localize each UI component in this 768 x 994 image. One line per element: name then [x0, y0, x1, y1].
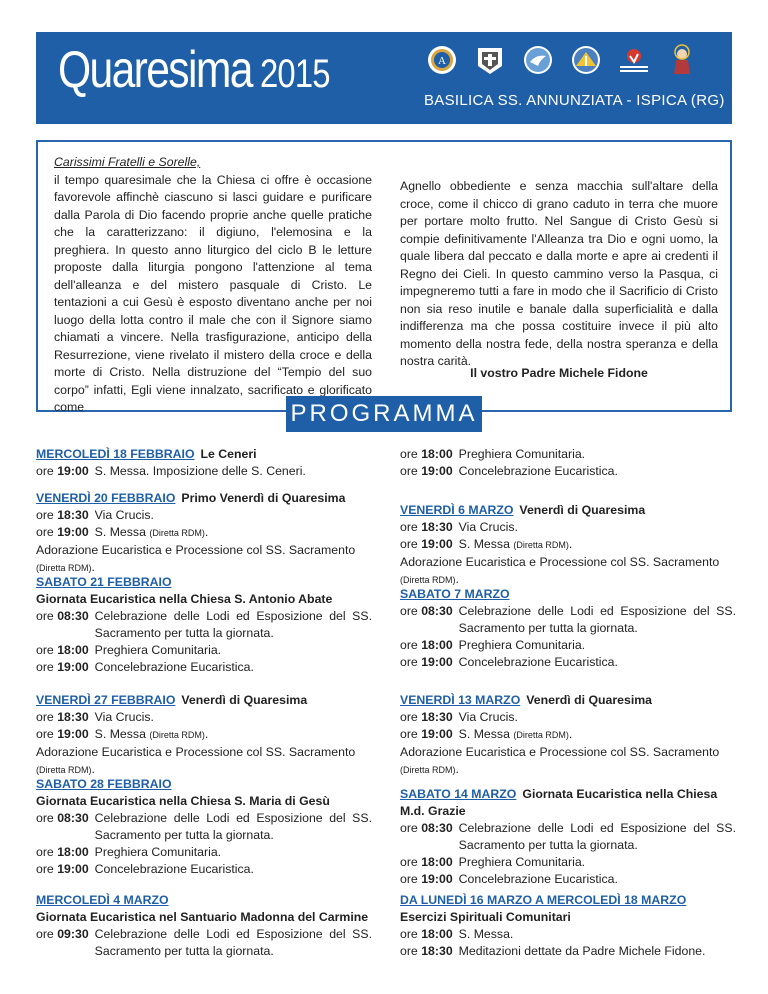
annunziata-logo-icon: [426, 44, 458, 76]
time-value: 18:30: [421, 710, 453, 724]
ore-label: ore: [36, 927, 54, 941]
letter-left-column: [54, 154, 372, 417]
title-text: Quaresima: [58, 41, 252, 99]
ore-label: ore: [400, 655, 418, 669]
time-value: 08:30: [57, 811, 89, 825]
event-time: [400, 637, 453, 654]
time-value: 09:30: [57, 927, 89, 941]
event-header: [36, 574, 372, 591]
description-text: S. Messa: [94, 525, 146, 539]
time-value: 08:30: [421, 604, 453, 618]
ore-label: ore: [400, 727, 418, 741]
event-description: [95, 608, 372, 642]
event-extra: Adorazione Eucaristica e Processione col SS. Sacramento (Diretta RDM).: [36, 745, 356, 776]
broadcast-note: (Diretta RDM): [513, 730, 569, 740]
ore-label: ore: [400, 537, 418, 551]
description-text: Celebrazione delle Lodi ed Esposizione del SS. Sacramento per tutta la giornata.: [94, 811, 372, 842]
event-line: [36, 861, 372, 878]
event-time: [36, 810, 89, 844]
event-description: [459, 519, 736, 536]
time-value: 18:00: [57, 845, 89, 859]
broadcast-note: (Diretta RDM): [513, 540, 569, 550]
event-date: VENERDÌ 27 FEBBRAIO: [36, 693, 176, 707]
event-line: [400, 709, 736, 726]
program-event: [36, 692, 372, 779]
description-text: Celebrazione delle Lodi ed Esposizione del SS. Sacramento per tutta la giornata.: [458, 604, 736, 635]
event-line: [400, 820, 736, 854]
event-date: SABATO 28 FEBBRAIO: [36, 777, 172, 791]
event-description: [95, 709, 372, 726]
event-time: [400, 943, 453, 960]
program-event: [36, 490, 372, 577]
time-value: 19:00: [57, 660, 89, 674]
description-text: S. Messa. Imposizione delle S. Ceneri.: [94, 464, 306, 478]
event-line: [36, 507, 372, 524]
event-line: [36, 709, 372, 726]
event-extra: Adorazione Eucaristica e Processione col SS. Sacramento (Diretta RDM).: [400, 745, 720, 776]
description-text: Via Crucis.: [458, 520, 518, 534]
letter-greeting: Carissimi Fratelli e Sorelle,: [54, 155, 201, 169]
event-description: [459, 871, 736, 888]
ore-label: ore: [400, 944, 418, 958]
event-title: Venerdì di Quaresima: [181, 693, 308, 707]
broadcast-note: (Diretta RDM): [400, 575, 456, 585]
event-description: [459, 709, 736, 726]
event-time: [36, 709, 89, 726]
description-text: Preghiera Comunitaria.: [458, 638, 586, 652]
saint-logo-icon: [666, 44, 698, 76]
event-header: [36, 490, 372, 507]
event-description: S. Messa (Diretta RDM).: [94, 727, 209, 741]
event-header: [400, 892, 736, 909]
broadcast-note: (Diretta RDM): [36, 563, 92, 573]
event-time: [36, 844, 89, 861]
event-time: [400, 820, 453, 854]
description-text: Celebrazione delle Lodi ed Esposizione del SS. Sacramento per tutta la giornata.: [94, 609, 372, 640]
time-value: 19:00: [421, 464, 453, 478]
event-date: DA LUNEDÌ 16 MARZO A MERCOLEDÌ 18 MARZO: [400, 893, 687, 907]
event-extra: Adorazione Eucaristica e Processione col SS. Sacramento (Diretta RDM).: [400, 555, 720, 586]
time-value: 18:00: [421, 927, 453, 941]
ore-label: ore: [400, 604, 418, 618]
letter-signature: Il vostro Padre Michele Fidone: [470, 366, 648, 380]
event-header: [400, 586, 736, 603]
program-event: [400, 586, 736, 671]
event-time: [36, 926, 89, 960]
description-text: Concelebrazione Eucaristica.: [94, 660, 254, 674]
event-description: [95, 926, 372, 960]
event-time: [400, 536, 453, 554]
header-banner: [36, 32, 732, 124]
event-time: [400, 926, 453, 943]
program-heading: PROGRAMMA: [286, 396, 482, 432]
event-time: [36, 524, 89, 542]
event-header: [400, 692, 736, 709]
broadcast-note: (Diretta RDM): [400, 765, 456, 775]
event-line: [400, 871, 736, 888]
event-header: [36, 776, 372, 793]
event-subtitle: Giornata Eucaristica nella Chiesa S. Maria di Gesù: [36, 794, 330, 808]
event-line: [36, 726, 372, 744]
logo-letter: A: [438, 55, 446, 67]
event-time: [400, 463, 453, 480]
ore-label: ore: [36, 727, 54, 741]
event-line: [400, 654, 736, 671]
time-value: 19:00: [421, 655, 453, 669]
event-header: [400, 786, 736, 820]
pastor-letter-box: [36, 140, 732, 412]
event-line: [400, 463, 736, 480]
event-header: [400, 502, 736, 519]
event-line: [400, 943, 736, 960]
figure-logo-icon: [618, 44, 650, 76]
confraternity-logo-icon: [474, 44, 506, 76]
event-subtitle: Giornata Eucaristica nella Chiesa S. Antonio Abate: [36, 592, 333, 606]
event-description: [95, 507, 372, 524]
description-text: Celebrazione delle Lodi ed Esposizione del SS. Sacramento per tutta la giornata.: [458, 821, 736, 852]
ore-label: ore: [400, 927, 418, 941]
event-line: [400, 926, 736, 943]
event-line: [400, 637, 736, 654]
event-description: [459, 446, 736, 463]
page-title: [58, 40, 330, 100]
description-text: S. Messa.: [458, 927, 514, 941]
description-text: Concelebrazione Eucaristica.: [458, 872, 618, 886]
time-value: 08:30: [57, 609, 89, 623]
description-text: Preghiera Comunitaria.: [94, 643, 222, 657]
description-text: S. Messa: [458, 727, 510, 741]
time-value: 18:30: [57, 508, 89, 522]
event-header: [36, 446, 372, 463]
dove-logo-icon: [522, 44, 554, 76]
program-event: [36, 892, 372, 960]
header-subtitle: BASILICA SS. ANNUNZIATA - ISPICA (RG): [424, 92, 725, 109]
description-text: Concelebrazione Eucaristica.: [94, 862, 254, 876]
time-value: 18:00: [57, 643, 89, 657]
extra-text: Adorazione Eucaristica e Processione col SS. Sacramento: [36, 745, 356, 759]
event-line: [400, 446, 736, 463]
time-value: 08:30: [421, 821, 453, 835]
broadcast-note: (Diretta RDM): [36, 765, 92, 775]
letter-left-text: il tempo quaresimale che la Chiesa ci offre è occasione favorevole affinchè ciascuno si lasci guidare e purificare dalla Parola di Dio facendo proprie anche quelle pratiche che la caratterizzano: il digiuno, l'elemosina e la preghiera. In questo anno liturgico del ciclo B le letture proposte dalla liturgia pongono l'attenzione al tema dell'alleanza e del mistero pasquale di Cristo. Le tentazioni a cui Gesù è esposto diventano anche per noi luogo della lotta contro il male che con il Signore siamo chiamati a vincere. Nella trasfigurazione, anticipo della Resurrezione, viene rivelato il mistero della croce e della morte di Cristo. Nella distruzione del “Tempio del suo corpo” infatti, Egli viene innalzato, sacrificato e glorificato come: [54, 172, 372, 414]
event-date: VENERDÌ 6 MARZO: [400, 503, 514, 517]
event-date: SABATO 7 MARZO: [400, 587, 510, 601]
ore-label: ore: [400, 464, 418, 478]
event-line: [36, 642, 372, 659]
event-description: [95, 861, 372, 878]
event-line: [400, 536, 736, 554]
event-description: [459, 943, 736, 960]
event-description: [459, 603, 736, 637]
program-event: [400, 892, 736, 960]
event-line: [36, 659, 372, 676]
event-description: [459, 654, 736, 671]
ore-label: ore: [36, 660, 54, 674]
ore-label: ore: [400, 855, 418, 869]
event-description: [95, 844, 372, 861]
program-schedule: [36, 446, 736, 986]
event-time: [400, 603, 453, 637]
ore-label: ore: [400, 710, 418, 724]
event-title: Giornata Eucaristica nella Chiesa M.d. Grazie: [400, 787, 718, 818]
event-time: [400, 519, 453, 536]
event-time: [36, 726, 89, 744]
event-line: [400, 726, 736, 744]
event-date: MERCOLEDÌ 4 MARZO: [36, 893, 169, 907]
event-time: [400, 871, 453, 888]
ore-label: ore: [36, 862, 54, 876]
ore-label: ore: [36, 525, 54, 539]
event-time: [400, 709, 453, 726]
time-value: 19:00: [57, 727, 89, 741]
description-text: Concelebrazione Eucaristica.: [458, 464, 618, 478]
program-event: [400, 446, 736, 480]
event-description: [459, 463, 736, 480]
description-text: Celebrazione delle Lodi ed Esposizione del SS. Sacramento per tutta la giornata.: [94, 927, 372, 958]
event-line: [36, 810, 372, 844]
extra-text: Adorazione Eucaristica e Processione col SS. Sacramento: [36, 543, 356, 557]
ore-label: ore: [36, 508, 54, 522]
time-value: 19:00: [57, 862, 89, 876]
program-event: [400, 692, 736, 779]
extra-text: Adorazione Eucaristica e Processione col SS. Sacramento: [400, 745, 720, 759]
event-time: [36, 659, 89, 676]
event-time: [36, 642, 89, 659]
event-description: [95, 659, 372, 676]
event-description: [459, 637, 736, 654]
description-text: Via Crucis.: [94, 508, 154, 522]
description-text: Concelebrazione Eucaristica.: [458, 655, 618, 669]
ore-label: ore: [36, 609, 54, 623]
time-value: 19:00: [57, 525, 89, 539]
ore-label: ore: [36, 710, 54, 724]
description-text: Preghiera Comunitaria.: [458, 855, 586, 869]
ore-label: ore: [36, 811, 54, 825]
program-event: [400, 502, 736, 589]
ore-label: ore: [36, 643, 54, 657]
program-event: [400, 786, 736, 888]
time-value: 18:00: [421, 855, 453, 869]
description-text: Meditazioni dettate da Padre Michele Fidone.: [458, 944, 706, 958]
event-date: VENERDÌ 13 MARZO: [400, 693, 521, 707]
description-text: Preghiera Comunitaria.: [94, 845, 222, 859]
event-title: Le Ceneri: [200, 447, 257, 461]
event-description: [95, 463, 372, 480]
event-date: SABATO 14 MARZO: [400, 787, 517, 801]
event-header: [36, 892, 372, 909]
event-line: [36, 844, 372, 861]
event-description: S. Messa (Diretta RDM).: [458, 537, 573, 551]
event-title: Primo Venerdì di Quaresima: [181, 491, 346, 505]
letter-right-text: Agnello obbediente e senza macchia sull'altare della croce, come il chicco di grano caduto in terra che muore per portare molto frutto. Nel Sangue di Cristo Gesù si compie definitivamente l'Alleanza tra Dio e ogni uomo, la quale libera dal peccato e dalla morte e apre ai credenti il Regno dei Cieli. In questo cammino verso la Pasqua, ci impegneremo tutti a fare in modo che il Sacrificio di Cristo non sia reso inutile e banale dalla superficialità e dalla indifferenza ma che possa costituire invece il più alto momento della nostra fede, della nostra speranza e della nostra carità.: [400, 179, 718, 368]
event-time: [400, 726, 453, 744]
event-subtitle: Esercizi Spirituali Comunitari: [400, 910, 571, 924]
event-title: Venerdì di Quaresima: [526, 693, 653, 707]
time-value: 18:00: [421, 447, 453, 461]
description-text: Via Crucis.: [458, 710, 518, 724]
event-time: [36, 463, 89, 480]
event-line: [36, 926, 372, 960]
event-title: Venerdì di Quaresima: [519, 503, 646, 517]
time-value: 18:30: [421, 944, 453, 958]
time-value: 19:00: [421, 537, 453, 551]
event-date: VENERDÌ 20 FEBBRAIO: [36, 491, 176, 505]
event-subtitle: Giornata Eucaristica nel Santuario Madonna del Carmine: [36, 910, 369, 924]
event-time: [400, 854, 453, 871]
extra-text: Adorazione Eucaristica e Processione col SS. Sacramento: [400, 555, 720, 569]
time-value: 18:30: [57, 710, 89, 724]
sun-logo-icon: [570, 44, 602, 76]
ore-label: ore: [400, 638, 418, 652]
time-value: 18:00: [421, 638, 453, 652]
program-event: [36, 776, 372, 878]
title-year: 2015: [259, 52, 330, 96]
description-text: Via Crucis.: [94, 710, 154, 724]
event-time: [36, 608, 89, 642]
event-line: [400, 519, 736, 536]
event-time: [400, 654, 453, 671]
event-extra: Adorazione Eucaristica e Processione col SS. Sacramento (Diretta RDM).: [36, 543, 356, 574]
program-event: [36, 446, 372, 480]
description-text: S. Messa: [94, 727, 146, 741]
event-line: [36, 463, 372, 480]
event-line: [36, 608, 372, 642]
time-value: 19:00: [57, 464, 89, 478]
event-description: [95, 810, 372, 844]
event-description: S. Messa (Diretta RDM).: [458, 727, 573, 741]
ore-label: ore: [400, 821, 418, 835]
time-value: 18:30: [421, 520, 453, 534]
ore-label: ore: [400, 447, 418, 461]
time-value: 19:00: [421, 727, 453, 741]
broadcast-note: (Diretta RDM): [149, 528, 205, 538]
event-description: [95, 642, 372, 659]
event-description: [459, 926, 736, 943]
description-text: S. Messa: [458, 537, 510, 551]
event-line: [400, 854, 736, 871]
event-time: [400, 446, 453, 463]
ore-label: ore: [36, 464, 54, 478]
description-text: Preghiera Comunitaria.: [458, 447, 586, 461]
ore-label: ore: [36, 845, 54, 859]
event-time: [36, 507, 89, 524]
event-date: MERCOLEDÌ 18 FEBBRAIO: [36, 447, 195, 461]
event-description: [459, 854, 736, 871]
broadcast-note: (Diretta RDM): [149, 730, 205, 740]
logo-row: [426, 44, 698, 76]
event-description: S. Messa (Diretta RDM).: [94, 525, 209, 539]
event-header: [36, 692, 372, 709]
event-date: SABATO 21 FEBBRAIO: [36, 575, 172, 589]
ore-label: ore: [400, 872, 418, 886]
time-value: 19:00: [421, 872, 453, 886]
ore-label: ore: [400, 520, 418, 534]
event-line: [36, 524, 372, 542]
event-description: [459, 820, 736, 854]
event-line: [400, 603, 736, 637]
program-event: [36, 574, 372, 676]
event-time: [36, 861, 89, 878]
